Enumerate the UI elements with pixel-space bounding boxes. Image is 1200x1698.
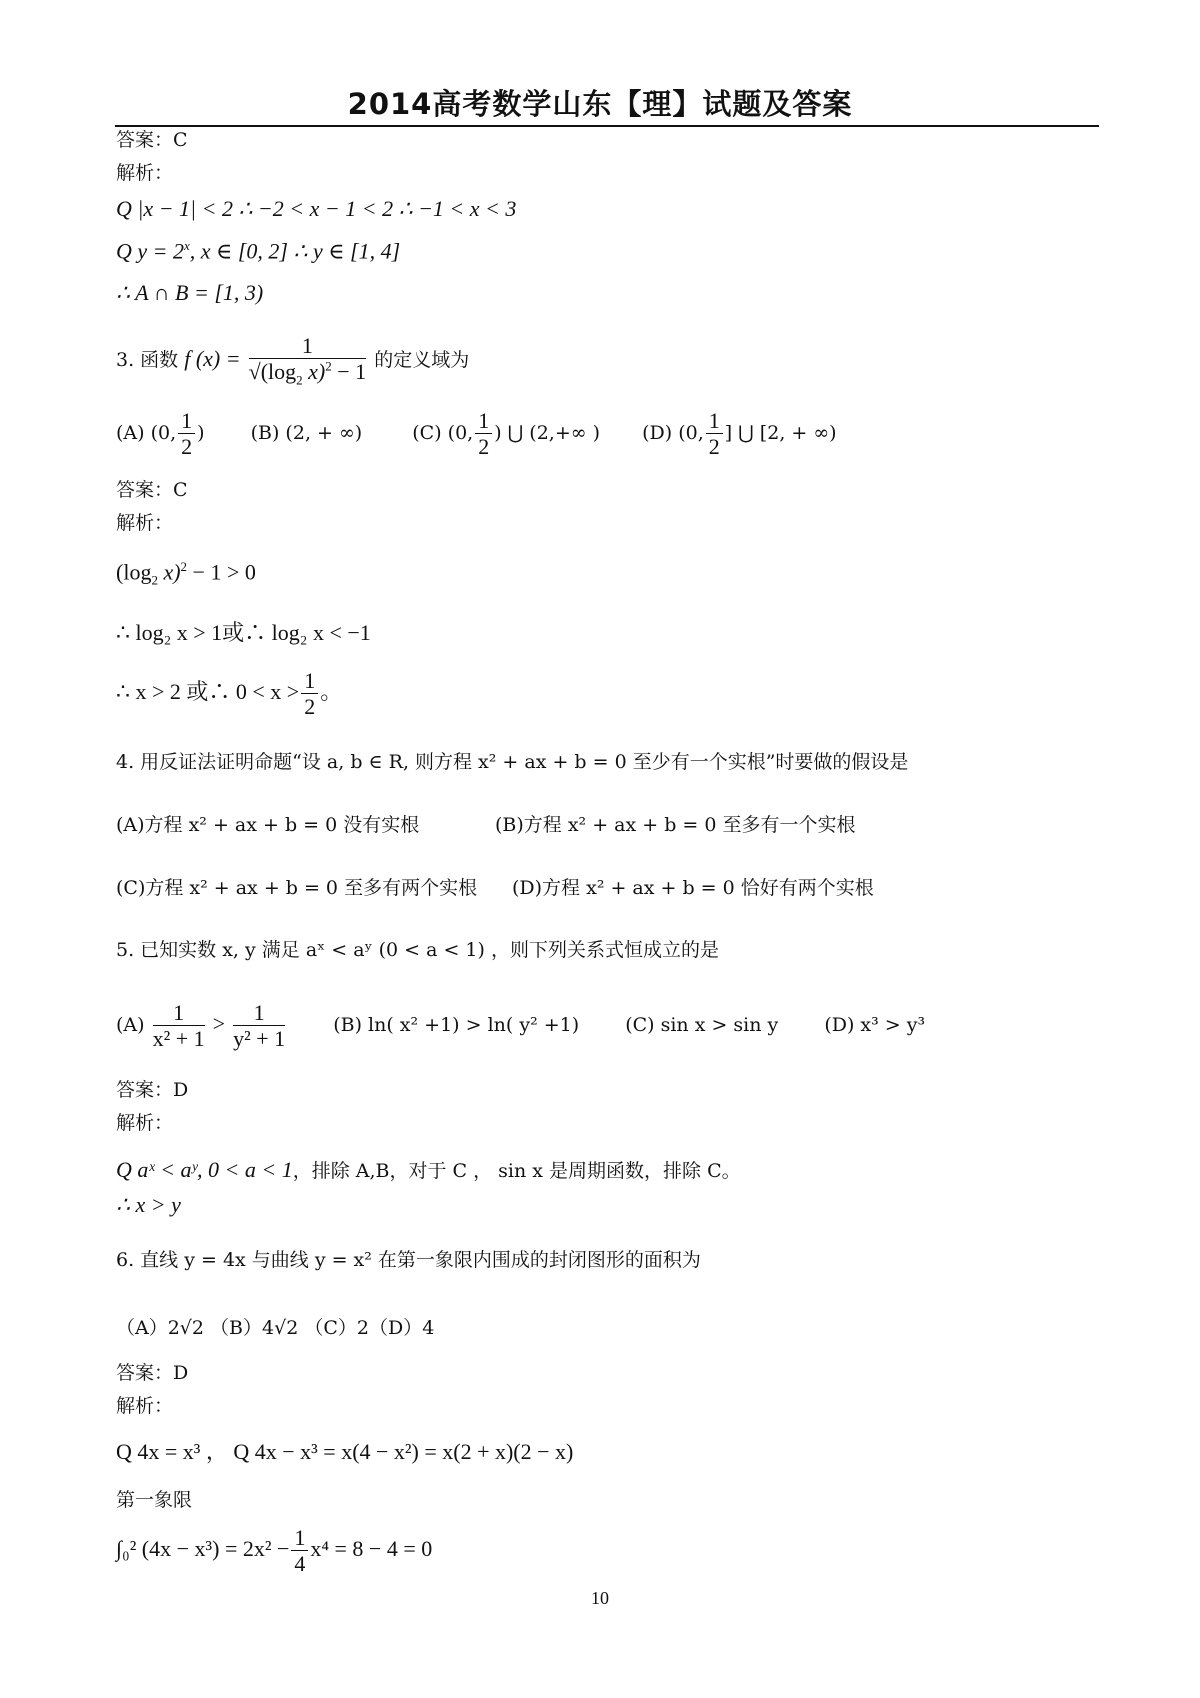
q6-step-1: Q 4x = x³ ， Q 4x − x³ = x(4 − x²) = x(2 + x)(2 − x) [116,1439,574,1464]
q3-step-3: ∴ x > 2 或∴ 0 < x > $\frac{1}{2}$ 。 [116,668,343,720]
q6-answer: 答案：D [116,1362,189,1384]
q5-step-1: Q aˣ < aʸ, 0 < a < 1，排除 A,B，对于 C ， sin x 是周期函数，排除 C。 [116,1157,741,1182]
q6-stem: 6. 直线 y = 4x 与曲线 y = x² 在第一象限内围成的封闭图形的面积为 [116,1249,701,1271]
q2-step-1: Q |x − 1| < 2 ∴ −2 < x − 1 < 2 ∴ −1 < x < 3 [116,196,517,221]
q5-stem: 5. 已知实数 x, y 满足 aˣ < aʸ (0 < a < 1) ，则下列关系式恒成立的是 [116,939,719,961]
q5-analysis-label: 解析： [116,1112,174,1134]
q5-step-2: ∴ x > y [116,1192,181,1217]
q5-option-b: (B) ln( x² +1) > ln( y² +1) [333,1013,580,1036]
q5-option-d: (D) x³ > y³ [824,1013,926,1036]
q3-option-a: (A) (0, $\frac{1}{2}$ ) [116,408,205,460]
q4-stem: 4. 用反证法证明命题“设 a, b ∈ R, 则方程 x² + ax + b = 0 至少有一个实根”时要做的假设是 [116,751,909,773]
q3-option-d: (D) (0, $\frac{1}{2}$ ] ⋃ [2, + ∞) [642,408,837,460]
q3-step-1: ($\log_2$ x)$^2$ − 1 > 0 [116,559,256,588]
q3-option-b: (B) (2, + ∞) [250,421,363,444]
q3-options [116,408,837,460]
q6-analysis-label: 解析： [116,1395,174,1417]
q3-option-c: (C) (0, $\frac{1}{2}$ ) ⋃ (2,+∞ ) [412,408,601,460]
document-title: 2014高考数学山东【理】试题及答案 [347,87,853,121]
page-number: 10 [591,1588,609,1608]
q5-options [116,1000,925,1052]
q4-option-a: (A)方程 x² + ax + b = 0 没有实根 [116,814,420,836]
title-rule [115,125,1099,127]
q5-option-a: (A) $\frac{1}{\text{x² + 1}}$ > $\frac{1}{\text{y² + 1}}$ [116,1000,286,1052]
q2-answer: 答案：C [116,129,188,151]
q4-option-d: (D)方程 x² + ax + b = 0 恰好有两个实根 [512,877,874,899]
q3-fraction: $\frac{1}{√(\log_2 x)^2 - 1}$ [248,333,367,388]
q6-step-2: 第一象限 [116,1489,193,1511]
q3-analysis-label: 解析： [116,512,174,534]
q2-step-3: ∴ A ∩ B = [1, 3) [116,280,264,305]
q3-answer: 答案：C [116,479,188,501]
q4-option-c: (C)方程 x² + ax + b = 0 至多有两个实根 [116,877,478,899]
q2-step-2: Q $y = 2^x$, x ∈ [0, 2] ∴ y ∈ [1, 4] [116,238,401,264]
q5-answer: 答案：D [116,1079,189,1101]
q6-options: （A）2√2 （B）4√2 （C）2（D）4 [116,1317,435,1339]
q3-step-2: ∴ log₂ x > 1或∴ log₂ x < −1 [116,620,371,645]
q6-step-3: ∫₀² (4x − x³) = 2x² − $\frac{1}{4}$ x⁴ = 8 − 4 = 0 [116,1525,433,1577]
q2-analysis-label: 解析： [116,162,174,184]
q5-option-c: (C) sin x > sin y [625,1013,779,1036]
q4-option-b: (B)方程 x² + ax + b = 0 至多有一个实根 [495,814,856,836]
q3-stem: 3. 函数 f (x) = $\frac{1}{√(\log_2 x)^2 - 1}$ 的定义域为 [116,333,470,388]
